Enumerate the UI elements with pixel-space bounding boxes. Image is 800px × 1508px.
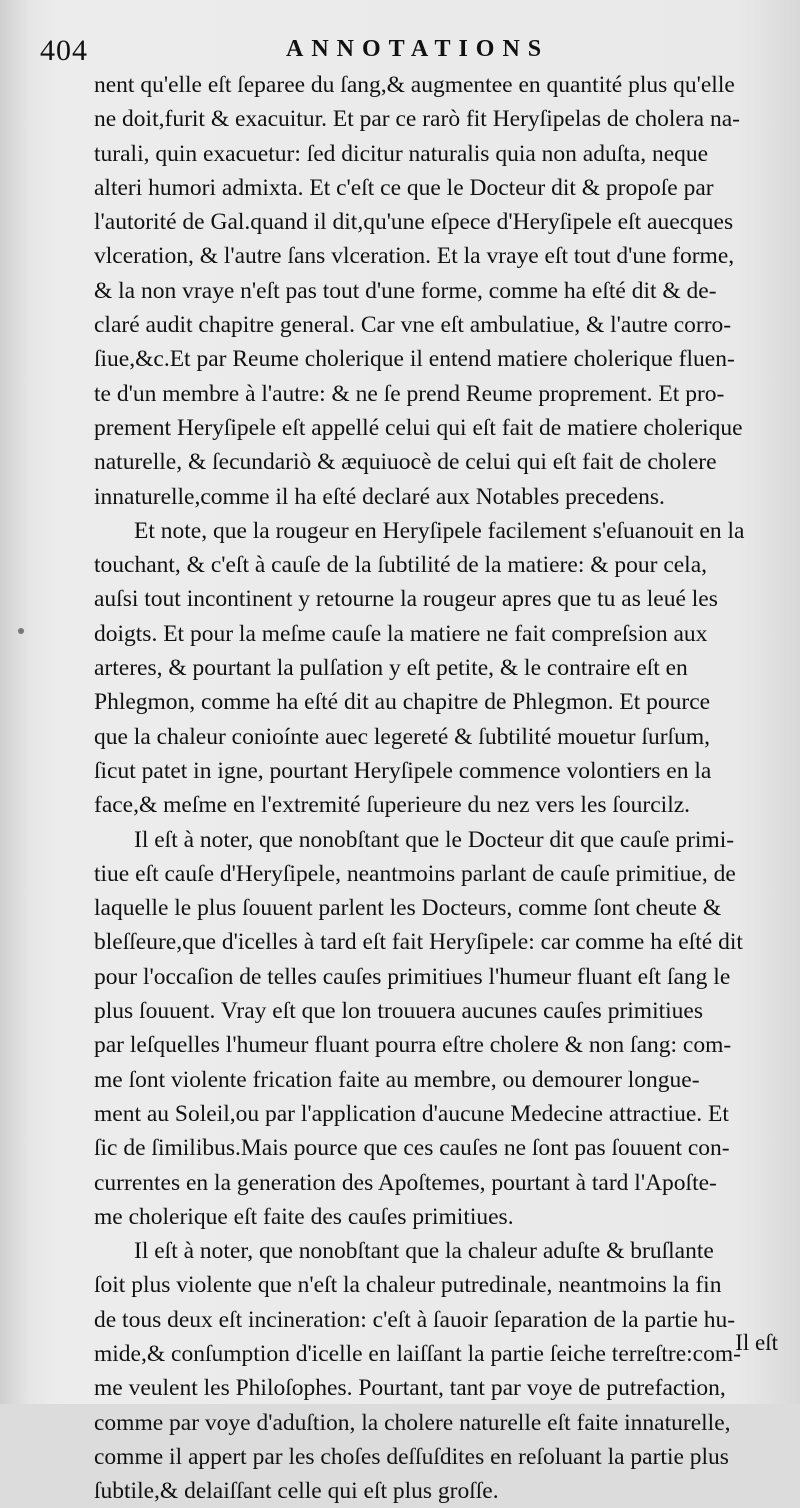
paragraph-start-line: Et note, que la rougeur en Heryſipele facilement s'eſuanouit en la (134, 517, 745, 544)
text-line: tiue eſt cauſe d'Heryſipele, neantmoins parlant de cauſe primitiue, de (94, 860, 736, 887)
text-line: touchant, & c'eſt à cauſe de la ſubtilité de la matiere: & pour cela, (94, 552, 708, 579)
text-line: prement Heryſipele eſt appellé celui qui eſt fait de matiere cholerique (94, 414, 743, 441)
page-header (40, 30, 780, 70)
text-line: me ſont violente frication faite au membre, ou demourer longue- (94, 1066, 700, 1093)
text-line: vlceration, & l'autre ſans vlceration. Et la vraye eſt tout d'une forme, (94, 243, 735, 270)
text-line: currentes en la generation des Apoſtemes, pourtant à tard l'Apoſte- (94, 1169, 717, 1196)
text-line: ſic de ſimilibus.Mais pource que ces cauſes ne ſont pas ſouuent con- (94, 1135, 730, 1162)
text-line: l'autorité de Gal.quand il dit,qu'une eſpece d'Heryſipele eſt auecques (94, 209, 734, 236)
text-line: claré audit chapitre general. Car vne eſt ambulatiue, & l'autre corro- (94, 312, 732, 339)
text-line: ne doit,furit & exacuitur. Et par ce rarò fit Heryſipelas de cholera na- (94, 106, 740, 133)
text-line: bleſſeure,que d'icelles à tard eſt fait Heryſipele: car comme ha eſté dit (94, 929, 743, 956)
paragraph-start-line: Il eſt à noter, que nonobſtant que le Docteur dit que cauſe primi- (134, 826, 735, 853)
running-title: ANNOTATIONS (286, 36, 550, 62)
text-line: ſiue,&c.Et par Reume cholerique il entend matiere cholerique fluen- (94, 346, 735, 373)
text-line: ment au Soleil,ou par l'application d'aucune Medecine attractiue. Et (94, 1100, 729, 1127)
text-line: auſsi tout incontinent y retourne la rougeur apres que tu as leué les (94, 586, 718, 613)
text-line: de tous deux eſt incineration: c'eſt à ſauoir ſeparation de la partie hu- (94, 1306, 736, 1333)
text-line: plus ſouuent. Vray eſt que lon trouuera aucunes cauſes primitiues (94, 998, 703, 1025)
text-line: ſicut patet in igne, pourtant Heryſipele commence volontiers en la (94, 757, 712, 784)
text-line: comme il appert par les choſes deſſuſdites en reſoluant la partie plus (94, 1443, 729, 1470)
text-line: me cholerique eſt faite des cauſes primitiues. (94, 1203, 514, 1230)
catchword: Il eſt (735, 1330, 778, 1355)
text-line: doigts. Et pour la meſme cauſe la matiere ne fait compreſsion aux (94, 620, 708, 647)
text-line: pour l'occaſion de telles cauſes primitiues l'humeur fluant eſt ſang le (94, 963, 731, 990)
margin-mark (18, 628, 24, 634)
text-line: me veulent les Philoſophes. Pourtant, tant par voye de putrefaction, (94, 1375, 726, 1402)
text-line: par leſquelles l'humeur fluant pourra eſtre cholere & non ſang: com- (94, 1032, 732, 1059)
text-line: alteri humori admixta. Et c'eſt ce que le Docteur dit & propoſe par (94, 174, 714, 201)
text-line: ſoit plus violente que n'eſt la chaleur putredinale, neantmoins la fin (94, 1272, 722, 1299)
text-line: te d'un membre à l'autre: & ne ſe prend Reume proprement. Et pro- (94, 380, 725, 407)
paragraph-start-line: Il eſt à noter, que nonobſtant que la chaleur aduſte & bruſlante (134, 1238, 714, 1265)
text-line: turali, quin exacuetur: ſed dicitur naturalis quia non aduſta, neque (94, 140, 709, 167)
body-text (94, 68, 784, 1508)
text-line: mide,& conſumption d'icelle en laiſſant la partie ſeiche terreſtre:com- (94, 1340, 741, 1367)
text-line: ſubtile,& delaiſſant celle qui eſt plus groſſe. (94, 1478, 499, 1505)
text-line: naturelle, & ſecundariò & æquiuocè de celui qui eſt fait de cholere (94, 449, 717, 476)
page-number: 404 (40, 34, 88, 67)
text-line: que la chaleur conioínte auec legereté & ſubtilité mouetur ſurſum, (94, 723, 710, 750)
text-line: & la non vraye n'eſt pas tout d'une forme, comme ha eſté dit & de- (94, 277, 717, 304)
text-line: comme par voye d'aduſtion, la cholere naturelle eſt faite innaturelle, (94, 1409, 731, 1436)
text-line: nent qu'elle eſt ſeparee du ſang,& augmentee en quantité plus qu'elle (94, 72, 735, 98)
text-line: arteres, & pourtant la pulſation y eſt petite, & le contraire eſt en (94, 655, 688, 682)
text-line: face,& meſme en l'extremité ſuperieure du nez vers les ſourcilz. (94, 792, 691, 819)
text-line: Phlegmon, comme ha eſté dit au chapitre de Phlegmon. Et pource (94, 689, 711, 716)
text-line: innaturelle,comme il ha eſté declaré aux Notables precedens. (94, 483, 665, 510)
text-line: laquelle le plus ſouuent parlent les Docteurs, comme ſont cheute & (94, 895, 722, 922)
